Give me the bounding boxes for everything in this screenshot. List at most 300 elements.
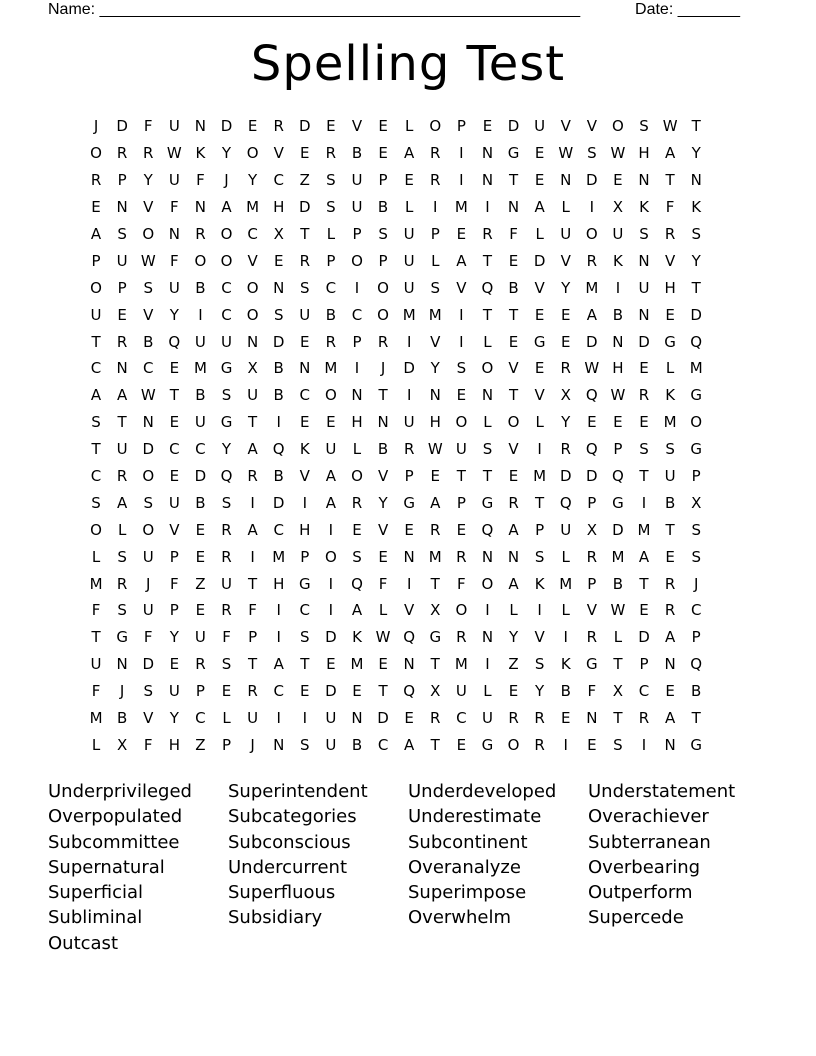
grid-cell[interactable]: P [195, 682, 205, 701]
grid-cell[interactable]: U [168, 117, 180, 136]
grid-cell[interactable]: Y [169, 305, 179, 324]
grid-cell[interactable]: V [143, 305, 154, 324]
grid-cell[interactable]: N [481, 144, 494, 163]
grid-cell[interactable]: R [456, 628, 467, 647]
grid-cell[interactable]: C [638, 682, 650, 701]
grid-cell[interactable]: T [91, 440, 101, 459]
grid-cell[interactable]: B [195, 278, 206, 297]
grid-cell[interactable]: U [194, 332, 206, 351]
grid-cell[interactable]: X [586, 520, 597, 539]
grid-cell[interactable]: U [247, 386, 259, 405]
grid-cell[interactable]: M [533, 467, 547, 486]
grid-cell[interactable]: X [612, 682, 624, 701]
grid-cell[interactable]: R [638, 709, 650, 728]
grid-cell[interactable]: S [691, 225, 701, 243]
grid-cell[interactable]: R [430, 171, 441, 190]
grid-cell[interactable]: A [90, 386, 102, 405]
grid-cell[interactable]: U [221, 574, 232, 593]
grid-cell[interactable]: C [221, 278, 232, 297]
grid-cell[interactable]: I [198, 305, 203, 324]
grid-cell[interactable]: T [482, 251, 493, 270]
grid-cell[interactable]: T [665, 520, 675, 539]
grid-cell[interactable]: B [195, 386, 206, 405]
grid-cell[interactable]: P [691, 467, 701, 486]
grid-cell[interactable]: E [508, 682, 519, 701]
grid-cell[interactable]: T [691, 278, 701, 297]
grid-cell[interactable]: N [168, 225, 180, 243]
grid-cell[interactable]: B [664, 493, 676, 512]
grid-cell[interactable]: R [143, 144, 154, 163]
grid-cell[interactable]: X [273, 225, 284, 243]
grid-cell[interactable]: N [377, 413, 389, 432]
grid-cell[interactable]: M [89, 574, 103, 593]
grid-cell[interactable]: T [639, 574, 649, 593]
grid-cell[interactable]: A [325, 493, 337, 512]
grid-cell[interactable]: T [665, 171, 675, 190]
grid-cell[interactable]: S [639, 440, 649, 459]
grid-cell[interactable]: T [300, 225, 310, 243]
grid-cell[interactable]: U [168, 278, 180, 297]
grid-cell[interactable]: K [352, 628, 362, 647]
grid-cell[interactable]: F [457, 574, 466, 593]
grid-cell[interactable]: R [482, 225, 493, 243]
grid-cell[interactable]: C [195, 440, 206, 459]
grid-cell[interactable]: A [247, 440, 258, 459]
grid-cell[interactable]: T [378, 386, 388, 405]
grid-cell[interactable]: E [117, 305, 127, 324]
grid-cell[interactable]: S [482, 440, 493, 459]
grid-cell[interactable]: T [508, 171, 519, 190]
grid-cell[interactable]: P [300, 547, 310, 566]
grid-cell[interactable]: Y [508, 628, 519, 647]
grid-cell[interactable]: E [221, 682, 232, 701]
grid-cell[interactable]: S [378, 225, 388, 243]
grid-cell[interactable]: Y [221, 144, 232, 163]
grid-cell[interactable]: A [586, 305, 597, 324]
grid-cell[interactable]: S [143, 682, 153, 701]
grid-cell[interactable]: N [273, 278, 285, 297]
grid-cell[interactable]: O [194, 251, 207, 270]
grid-cell[interactable]: V [664, 251, 676, 270]
grid-cell[interactable]: N [481, 171, 494, 190]
grid-cell[interactable]: T [430, 574, 440, 593]
grid-cell[interactable]: B [325, 305, 337, 324]
grid-cell[interactable]: E [587, 735, 597, 754]
grid-cell[interactable]: V [169, 520, 180, 539]
grid-cell[interactable]: E [639, 359, 649, 378]
grid-cell[interactable]: N [586, 709, 598, 728]
grid-cell[interactable]: M [428, 547, 442, 566]
grid-cell[interactable]: S [639, 117, 649, 136]
grid-cell[interactable]: E [352, 682, 362, 701]
grid-cell[interactable]: T [535, 493, 545, 512]
grid-cell[interactable]: S [639, 225, 649, 243]
grid-cell[interactable]: G [664, 332, 676, 351]
grid-cell[interactable]: I [459, 144, 464, 163]
grid-cell[interactable]: D [299, 198, 311, 217]
grid-cell[interactable]: J [119, 682, 125, 701]
grid-cell[interactable]: T [430, 735, 440, 754]
grid-cell[interactable]: K [691, 198, 702, 217]
grid-cell[interactable]: I [354, 359, 360, 378]
grid-cell[interactable]: G [220, 413, 233, 432]
grid-cell[interactable]: R [586, 547, 598, 566]
grid-cell[interactable]: R [560, 359, 571, 378]
grid-cell[interactable]: F [587, 682, 597, 701]
grid-cell[interactable]: E [300, 332, 310, 351]
grid-cell[interactable]: E [430, 467, 440, 486]
grid-cell[interactable]: E [352, 520, 362, 539]
grid-cell[interactable]: S [456, 359, 467, 378]
grid-cell[interactable]: Y [143, 171, 153, 190]
grid-cell[interactable]: O [246, 305, 259, 324]
grid-cell[interactable]: E [169, 467, 180, 486]
grid-cell[interactable]: S [91, 413, 101, 432]
grid-cell[interactable]: A [247, 520, 258, 539]
grid-cell[interactable]: B [351, 735, 363, 754]
grid-cell[interactable]: V [534, 628, 545, 647]
grid-cell[interactable]: P [535, 520, 545, 539]
grid-cell[interactable]: K [195, 144, 206, 163]
grid-cell[interactable]: T [456, 467, 466, 486]
grid-cell[interactable]: L [404, 117, 414, 136]
grid-cell[interactable]: L [483, 682, 492, 701]
grid-cell[interactable]: I [641, 493, 647, 512]
grid-cell[interactable]: P [378, 171, 388, 190]
grid-cell[interactable]: O [142, 520, 155, 539]
grid-cell[interactable]: A [456, 251, 467, 270]
grid-cell[interactable]: N [638, 305, 650, 324]
grid-cell[interactable]: L [352, 440, 362, 459]
grid-cell[interactable]: M [89, 709, 103, 728]
grid-cell[interactable]: V [560, 251, 571, 270]
grid-cell[interactable]: N [116, 198, 128, 217]
grid-cell[interactable]: C [195, 709, 206, 728]
grid-cell[interactable]: X [691, 493, 702, 512]
grid-cell[interactable]: L [509, 601, 518, 620]
grid-cell[interactable]: L [535, 225, 544, 243]
grid-cell[interactable]: W [610, 601, 626, 620]
grid-cell[interactable]: C [247, 225, 258, 243]
grid-cell[interactable]: I [537, 440, 542, 459]
grid-cell[interactable]: A [638, 547, 650, 566]
grid-cell[interactable]: N [194, 117, 207, 136]
grid-cell[interactable]: I [276, 628, 281, 647]
grid-cell[interactable]: K [534, 574, 545, 593]
grid-cell[interactable]: A [90, 225, 102, 243]
grid-cell[interactable]: U [90, 655, 102, 674]
grid-cell[interactable]: V [404, 601, 415, 620]
grid-cell[interactable]: R [325, 144, 337, 163]
grid-cell[interactable]: U [351, 171, 363, 190]
grid-cell[interactable]: E [326, 117, 336, 136]
grid-cell[interactable]: O [481, 359, 494, 378]
grid-cell[interactable]: F [91, 682, 101, 701]
grid-cell[interactable]: G [586, 655, 598, 674]
grid-cell[interactable]: C [299, 386, 311, 405]
grid-cell[interactable]: P [221, 735, 232, 754]
grid-cell[interactable]: P [587, 493, 597, 512]
grid-cell[interactable]: Q [690, 655, 703, 674]
grid-cell[interactable]: N [299, 359, 311, 378]
grid-cell[interactable]: R [377, 332, 389, 351]
grid-cell[interactable]: A [430, 493, 441, 512]
grid-cell[interactable]: Q [168, 332, 181, 351]
grid-cell[interactable]: H [638, 144, 650, 163]
grid-cell[interactable]: M [246, 198, 260, 217]
grid-cell[interactable]: Z [299, 171, 310, 190]
grid-cell[interactable]: T [169, 386, 179, 405]
grid-cell[interactable]: K [299, 440, 310, 459]
grid-cell[interactable]: W [610, 144, 626, 163]
grid-cell[interactable]: E [195, 547, 206, 566]
grid-cell[interactable]: W [584, 359, 600, 378]
grid-cell[interactable]: P [248, 628, 258, 647]
grid-cell[interactable]: R [586, 251, 598, 270]
grid-cell[interactable]: D [690, 305, 702, 324]
grid-cell[interactable]: I [563, 628, 568, 647]
grid-cell[interactable]: E [613, 171, 623, 190]
grid-cell[interactable]: D [638, 332, 650, 351]
grid-cell[interactable]: E [560, 332, 571, 351]
grid-cell[interactable]: U [168, 682, 180, 701]
grid-cell[interactable]: I [406, 386, 412, 405]
grid-cell[interactable]: V [456, 278, 467, 297]
grid-cell[interactable]: K [560, 655, 571, 674]
grid-cell[interactable]: O [585, 225, 598, 243]
grid-cell[interactable]: I [459, 305, 464, 324]
grid-cell[interactable]: U [325, 735, 337, 754]
grid-cell[interactable]: M [350, 655, 364, 674]
grid-cell[interactable]: D [533, 251, 546, 270]
grid-cell[interactable]: U [194, 413, 206, 432]
grid-cell[interactable]: S [300, 278, 310, 297]
grid-cell[interactable]: E [169, 413, 180, 432]
grid-cell[interactable]: U [168, 493, 180, 512]
grid-cell[interactable]: E [169, 359, 180, 378]
grid-cell[interactable]: U [403, 278, 415, 297]
grid-cell[interactable]: S [534, 547, 545, 566]
grid-cell[interactable]: D [559, 467, 572, 486]
grid-cell[interactable]: M [454, 198, 468, 217]
grid-cell[interactable]: Y [535, 682, 545, 701]
grid-cell[interactable]: D [299, 117, 311, 136]
grid-cell[interactable]: Y [430, 359, 440, 378]
grid-cell[interactable]: N [142, 413, 154, 432]
grid-cell[interactable]: E [378, 655, 388, 674]
date-field[interactable]: Date: _______ [635, 1, 740, 18]
grid-cell[interactable]: C [221, 305, 232, 324]
grid-cell[interactable]: U [481, 709, 493, 728]
grid-cell[interactable]: R [403, 440, 415, 459]
grid-cell[interactable]: U [116, 440, 128, 459]
grid-cell[interactable]: X [560, 386, 571, 405]
grid-cell[interactable]: Y [169, 628, 179, 647]
grid-cell[interactable]: O [377, 278, 389, 297]
grid-cell[interactable]: K [613, 251, 623, 270]
grid-cell[interactable]: E [456, 520, 467, 539]
grid-cell[interactable]: O [351, 467, 363, 486]
grid-cell[interactable]: D [586, 171, 598, 190]
grid-cell[interactable]: J [250, 735, 255, 754]
grid-cell[interactable]: C [273, 171, 284, 190]
grid-cell[interactable]: I [615, 278, 621, 297]
grid-cell[interactable]: T [613, 655, 623, 674]
grid-cell[interactable]: I [485, 198, 490, 217]
grid-cell[interactable]: B [560, 682, 571, 701]
grid-cell[interactable]: Q [272, 440, 285, 459]
grid-cell[interactable]: M [585, 278, 599, 297]
grid-cell[interactable]: U [142, 601, 154, 620]
grid-cell[interactable]: W [166, 144, 182, 163]
grid-cell[interactable]: E [404, 171, 414, 190]
grid-cell[interactable]: O [351, 251, 363, 270]
grid-cell[interactable]: U [194, 628, 206, 647]
grid-cell[interactable]: B [691, 682, 702, 701]
grid-cell[interactable]: A [664, 144, 676, 163]
grid-cell[interactable]: P [378, 251, 388, 270]
grid-cell[interactable]: C [456, 709, 467, 728]
grid-cell[interactable]: U [560, 520, 572, 539]
grid-cell[interactable]: D [507, 117, 520, 136]
grid-cell[interactable]: I [485, 601, 490, 620]
grid-cell[interactable]: C [299, 601, 311, 620]
grid-cell[interactable]: L [483, 332, 492, 351]
grid-cell[interactable]: D [638, 628, 650, 647]
grid-cell[interactable]: V [247, 251, 258, 270]
grid-cell[interactable]: H [273, 574, 285, 593]
grid-cell[interactable]: T [91, 628, 101, 647]
grid-cell[interactable]: I [328, 601, 334, 620]
grid-cell[interactable]: G [507, 144, 520, 163]
grid-cell[interactable]: N [481, 547, 494, 566]
grid-cell[interactable]: D [586, 467, 598, 486]
grid-cell[interactable]: V [351, 117, 363, 136]
grid-cell[interactable]: C [273, 682, 284, 701]
grid-cell[interactable]: B [612, 305, 624, 324]
grid-cell[interactable]: L [561, 601, 570, 620]
grid-cell[interactable]: N [481, 628, 494, 647]
grid-cell[interactable]: R [325, 332, 337, 351]
grid-cell[interactable]: O [90, 520, 102, 539]
grid-cell[interactable]: S [300, 628, 310, 647]
grid-cell[interactable]: E [456, 735, 467, 754]
grid-cell[interactable]: E [665, 547, 675, 566]
grid-cell[interactable]: U [325, 709, 337, 728]
grid-cell[interactable]: B [351, 144, 363, 163]
grid-cell[interactable]: U [455, 440, 467, 459]
grid-cell[interactable]: I [276, 413, 281, 432]
grid-cell[interactable]: Y [691, 144, 701, 163]
grid-cell[interactable]: Q [481, 520, 494, 539]
grid-cell[interactable]: Q [403, 628, 416, 647]
grid-cell[interactable]: B [377, 198, 389, 217]
grid-cell[interactable]: I [537, 601, 542, 620]
grid-cell[interactable]: F [378, 574, 388, 593]
grid-cell[interactable]: C [351, 305, 363, 324]
grid-cell[interactable]: F [248, 601, 257, 620]
grid-cell[interactable]: W [375, 628, 391, 647]
grid-cell[interactable]: F [170, 198, 179, 217]
grid-cell[interactable]: E [665, 305, 675, 324]
grid-cell[interactable]: W [427, 440, 443, 459]
grid-cell[interactable]: G [690, 735, 703, 754]
grid-cell[interactable]: S [352, 547, 362, 566]
grid-cell[interactable]: O [90, 278, 102, 297]
grid-cell[interactable]: W [662, 117, 678, 136]
grid-cell[interactable]: A [664, 709, 676, 728]
grid-cell[interactable]: V [586, 117, 597, 136]
grid-cell[interactable]: R [116, 467, 128, 486]
grid-cell[interactable]: E [300, 413, 310, 432]
grid-cell[interactable]: E [534, 144, 545, 163]
grid-cell[interactable]: O [142, 467, 155, 486]
grid-cell[interactable]: S [221, 655, 232, 674]
grid-cell[interactable]: V [508, 359, 519, 378]
grid-cell[interactable]: U [560, 225, 572, 243]
grid-cell[interactable]: Q [220, 467, 233, 486]
grid-cell[interactable]: G [403, 493, 415, 512]
grid-cell[interactable]: O [220, 251, 233, 270]
grid-cell[interactable]: H [351, 413, 363, 432]
grid-cell[interactable]: R [664, 574, 676, 593]
grid-cell[interactable]: M [559, 574, 573, 593]
grid-cell[interactable]: G [690, 440, 703, 459]
grid-cell[interactable]: F [91, 601, 101, 620]
grid-cell[interactable]: U [299, 305, 311, 324]
grid-cell[interactable]: O [246, 144, 259, 163]
grid-cell[interactable]: E [378, 144, 388, 163]
grid-cell[interactable]: A [534, 198, 545, 217]
grid-cell[interactable]: I [276, 709, 281, 728]
grid-cell[interactable]: R [508, 493, 519, 512]
grid-cell[interactable]: K [665, 386, 676, 405]
grid-cell[interactable]: Z [508, 655, 519, 674]
grid-cell[interactable]: E [560, 305, 571, 324]
grid-cell[interactable]: G [220, 359, 233, 378]
grid-cell[interactable]: T [482, 467, 493, 486]
grid-cell[interactable]: T [508, 305, 519, 324]
grid-cell[interactable]: M [272, 547, 286, 566]
grid-cell[interactable]: T [508, 386, 519, 405]
grid-cell[interactable]: Z [195, 574, 206, 593]
grid-cell[interactable]: F [170, 574, 179, 593]
grid-cell[interactable]: V [586, 601, 597, 620]
grid-cell[interactable]: H [168, 735, 180, 754]
grid-cell[interactable]: J [146, 574, 151, 593]
grid-cell[interactable]: M [663, 413, 677, 432]
grid-cell[interactable]: T [378, 682, 388, 701]
grid-cell[interactable]: G [612, 493, 624, 512]
grid-cell[interactable]: Q [351, 574, 363, 593]
grid-cell[interactable]: J [93, 117, 99, 136]
grid-cell[interactable]: M [637, 520, 651, 539]
grid-cell[interactable]: R [247, 467, 258, 486]
grid-cell[interactable]: N [560, 171, 572, 190]
grid-cell[interactable]: V [534, 386, 545, 405]
grid-cell[interactable]: C [325, 278, 337, 297]
grid-cell[interactable]: R [430, 520, 441, 539]
grid-cell[interactable]: N [690, 171, 702, 190]
grid-cell[interactable]: L [117, 520, 127, 539]
grid-cell[interactable]: U [142, 547, 154, 566]
grid-cell[interactable]: E [169, 655, 180, 674]
grid-cell[interactable]: G [481, 735, 494, 754]
grid-cell[interactable]: C [142, 359, 154, 378]
grid-cell[interactable]: F [143, 735, 153, 754]
grid-cell[interactable]: R [586, 628, 598, 647]
grid-cell[interactable]: A [351, 601, 363, 620]
